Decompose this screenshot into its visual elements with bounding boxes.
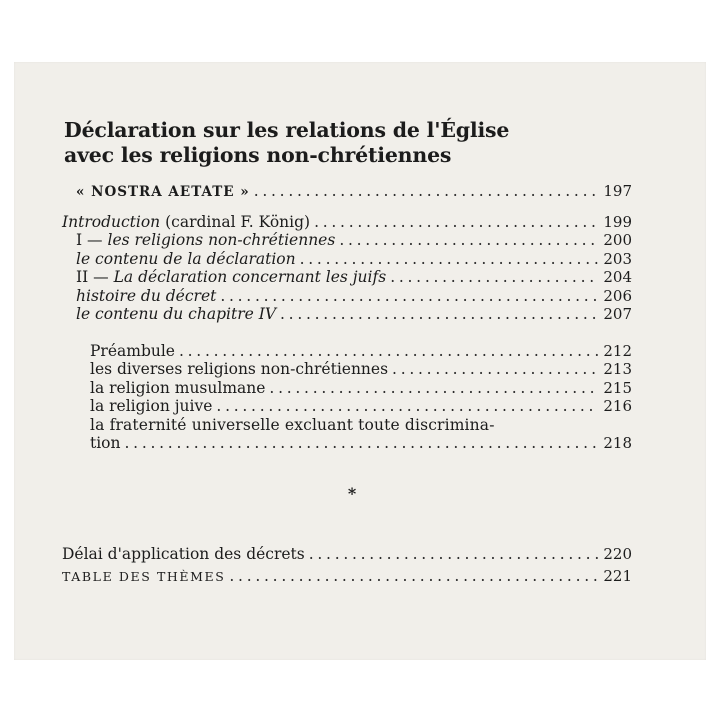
toc-entry-label: les diverses religions non-chrétiennes <box>90 360 389 378</box>
toc-page-number: 221 <box>603 567 632 585</box>
toc-page-number: 215 <box>603 378 632 397</box>
dot-leader <box>390 268 598 287</box>
toc-entry-label: le contenu du chapitre IV <box>76 305 277 323</box>
dot-leader <box>339 231 598 250</box>
toc-page-number: 218 <box>603 434 632 452</box>
toc-entry-label: II — La déclaration concernant les juifs <box>76 268 387 286</box>
toc-entry-label: le contenu de la déclaration <box>76 249 296 268</box>
toc-entry-label: Délai d'application des décrets <box>62 544 305 563</box>
toc-entry-label: histoire du décret <box>76 286 217 305</box>
toc-entry-nostra-aetate[interactable] <box>62 182 632 201</box>
toc-entry-introduction[interactable] <box>62 213 632 232</box>
dot-leader <box>254 182 598 201</box>
toc-entry-diverses-religions[interactable] <box>62 360 632 379</box>
dot-leader <box>179 342 598 361</box>
toc-page-number: 200 <box>603 231 632 249</box>
section-heading-line1: Déclaration sur les relations de l'Église <box>64 118 510 142</box>
toc-entry-label: la religion musulmane <box>90 378 266 397</box>
toc-entry-label: Préambule <box>90 341 175 360</box>
toc-page-number: 206 <box>603 286 632 305</box>
toc-entry-contenu-chapitre-iv[interactable] <box>62 305 632 324</box>
toc-page-number: 212 <box>603 341 632 360</box>
toc-entry-label: tion <box>90 434 121 452</box>
toc-entry-delai-application[interactable] <box>62 545 632 564</box>
dot-leader <box>300 250 598 269</box>
toc-page-number: 220 <box>603 544 632 563</box>
toc-page-number: 207 <box>603 305 632 323</box>
dot-leader <box>220 287 598 306</box>
toc-entry-table-des-themes[interactable] <box>62 567 632 586</box>
toc-page-number: 197 <box>603 182 632 200</box>
toc-entry-preambule[interactable] <box>62 342 632 361</box>
section-heading-line2: avec les religions non-chrétiennes <box>64 143 452 167</box>
dot-leader <box>125 434 598 453</box>
section-separator-asterisk: * <box>347 483 357 503</box>
dot-leader <box>229 567 598 586</box>
toc-page-number: 203 <box>603 249 632 268</box>
toc-entry-religions-non-chretiennes[interactable] <box>62 231 632 250</box>
toc-entry-contenu-declaration[interactable] <box>62 250 632 269</box>
dot-leader <box>269 379 598 398</box>
toc-entry-religion-juive[interactable] <box>62 397 632 416</box>
toc-entry-label: I — les religions non-chrétiennes <box>76 231 336 249</box>
dot-leader <box>309 545 598 564</box>
toc-page-number: 204 <box>603 268 632 286</box>
toc-entry-declaration-juifs[interactable] <box>62 268 632 287</box>
toc-entry-histoire-decret[interactable] <box>62 287 632 306</box>
dot-leader <box>280 305 598 324</box>
table-of-contents <box>62 118 632 586</box>
dot-leader <box>314 213 598 232</box>
toc-entry-label: « NOSTRA AETATE » <box>76 184 250 200</box>
toc-entry-religion-musulmane[interactable] <box>62 379 632 398</box>
toc-entry-label: TABLE DES THÈMES <box>62 569 226 584</box>
toc-entry-fraternite[interactable] <box>62 434 632 453</box>
dot-leader <box>392 360 598 379</box>
toc-page-number: 216 <box>603 397 632 415</box>
toc-page-number: 213 <box>603 360 632 378</box>
toc-entry-fraternite-line1[interactable]: la fraternité universelle excluant toute discrimina- <box>90 415 495 434</box>
toc-entry-label: la religion juive <box>90 397 213 415</box>
dot-leader <box>216 397 598 416</box>
toc-entry-label: Introduction (cardinal F. König) <box>62 212 311 231</box>
toc-page-number: 199 <box>603 212 632 231</box>
